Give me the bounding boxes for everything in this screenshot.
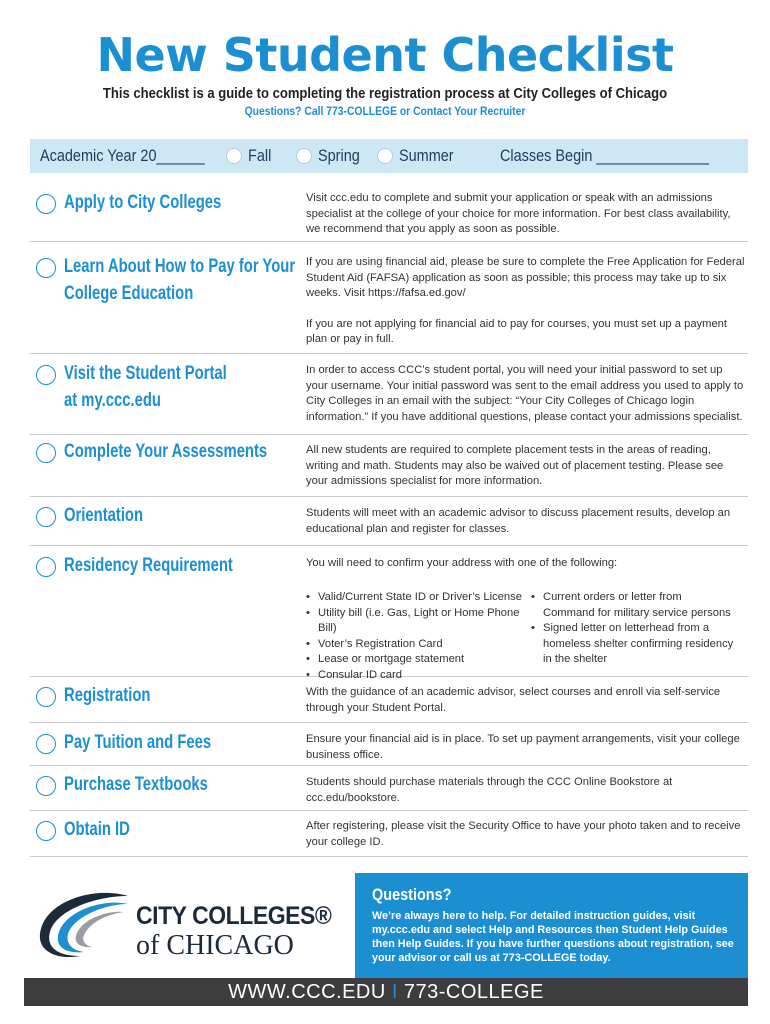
questions-box-heading: Questions? xyxy=(372,885,452,904)
checkbox-circle[interactable] xyxy=(36,687,56,707)
row-description: If you are using financial aid, please be sure to complete the Free Application for Federal Student Aid (FAFSA) application as soon as possible; this process may take up to six weeks. Visit https://fafsa.ed.gov/ If you are not applying for financial aid to pay for courses, you must set up a payment plan or pay in full. xyxy=(306,256,745,346)
swoosh-logo-icon xyxy=(36,890,136,962)
row-heading: Purchase Textbooks xyxy=(64,774,208,795)
footer-bar xyxy=(24,978,748,1006)
list-item: • Utility bill (i.e. Gas, Light or Home Phone Bill) xyxy=(306,606,536,637)
spring-radio[interactable] xyxy=(296,148,312,164)
page-subtitle: This checklist is a guide to completing the registration process at City Colleges of Chicago xyxy=(102,86,668,102)
checkbox-circle[interactable] xyxy=(36,258,56,278)
row-heading: Complete Your Assessments xyxy=(64,441,268,462)
checklist-row-pay-for-college xyxy=(30,242,748,354)
logo-text-line2: of CHICAGO xyxy=(136,930,294,961)
logo-text-line1: CITY COLLEGES® xyxy=(136,902,332,930)
checklist-row-textbooks xyxy=(30,766,748,811)
row-heading: Residency Requirement xyxy=(64,555,233,576)
checkbox-circle[interactable] xyxy=(36,821,56,841)
checkbox-circle[interactable] xyxy=(36,443,56,463)
row-description: Students should purchase materials through the CCC Online Bookstore at ccc.edu/bookstore. xyxy=(306,776,673,804)
list-item: • Signed letter on letterhead from a homeless shelter confirming residency in the shelter xyxy=(531,621,736,668)
list-item: • Voter’s Registration Card xyxy=(306,637,536,653)
checklist-row-tuition xyxy=(30,723,748,766)
phone-link[interactable]: 773-COLLEGE xyxy=(403,981,544,1003)
checkbox-circle[interactable] xyxy=(36,194,56,214)
row-heading: Apply to City Colleges xyxy=(64,192,222,213)
row-description: Students will meet with an academic advisor to discuss placement results, develop an educational plan and register for classes. xyxy=(306,507,731,535)
checklist-row-registration xyxy=(30,677,748,723)
academic-year-field[interactable]: Academic Year 20______ xyxy=(40,146,205,165)
classes-begin-field[interactable]: Classes Begin ______________ xyxy=(500,146,709,165)
checklist-row-assessments xyxy=(30,435,748,497)
row-heading: Pay Tuition and Fees xyxy=(64,732,212,753)
row-description: In order to access CCC’s student portal, you will need your initial password to set up your username. Your initial password was sent to the email address you used to apply to City Colleges in an email with the subject: “Your City Colleges of Chicago login information.” If you have additional questions, please contact your admissions specialist. xyxy=(306,364,744,423)
row-description: You will need to confirm your address with one of the following: xyxy=(306,557,618,569)
residency-list-right xyxy=(531,590,736,668)
fall-label: Fall xyxy=(248,146,272,165)
contact-line: Questions? Call 773-COLLEGE or Contact Your Recruiter xyxy=(244,106,526,118)
checklist-row-student-portal xyxy=(30,354,748,435)
row-heading: Visit the Student Portal at my.ccc.edu xyxy=(64,363,227,411)
checklist-row-obtain-id xyxy=(30,811,748,857)
checkbox-circle[interactable] xyxy=(36,557,56,577)
summer-label: Summer xyxy=(399,146,454,165)
residency-list-left xyxy=(306,590,536,684)
row-description: Ensure your financial aid is in place. To set up payment arrangements, visit your college business office. xyxy=(306,733,740,761)
footer-separator: I xyxy=(391,981,398,1003)
spring-label: Spring xyxy=(318,146,360,165)
checklist-row-apply xyxy=(30,178,748,242)
city-colleges-logo xyxy=(36,890,336,970)
row-description: With the guidance of an academic advisor, select courses and enroll via self-service through your Student Portal. xyxy=(306,686,721,714)
row-heading: Registration xyxy=(64,685,151,706)
list-item: • Valid/Current State ID or Driver’s License xyxy=(306,590,536,606)
website-link[interactable]: WWW.CCC.EDU xyxy=(228,981,386,1003)
checkbox-circle[interactable] xyxy=(36,776,56,796)
list-item: • Consular ID card xyxy=(306,668,536,684)
row-heading: Learn About How to Pay for Your College Education xyxy=(64,256,296,304)
page-title: New Student Checklist xyxy=(96,28,674,82)
summer-radio[interactable] xyxy=(377,148,393,164)
checkbox-circle[interactable] xyxy=(36,734,56,754)
questions-box-text: We’re always here to help. For detailed instruction guides, visit my.ccc.edu and select Help and Resources then Student Help Guides then Help Guides. If you have further questions about registration, see your advisor or call us at 773-COLLEGE today. xyxy=(372,910,734,964)
row-heading: Orientation xyxy=(64,505,144,526)
checklist-row-orientation xyxy=(30,497,748,546)
questions-box xyxy=(355,873,748,978)
list-item: • Current orders or letter from Command for military service persons xyxy=(531,590,736,621)
checklist-row-residency xyxy=(30,546,748,681)
list-item: • Lease or mortgage statement xyxy=(306,652,536,668)
row-heading: Obtain ID xyxy=(64,819,130,840)
checkbox-circle[interactable] xyxy=(36,507,56,527)
academic-year-bar xyxy=(30,139,748,173)
row-description: All new students are required to complete placement tests in the areas of reading, writing and math. Students may also be waived out of placement testing. Please see your admissions specialist for more information. xyxy=(306,444,724,488)
residency-documents-list xyxy=(306,590,746,681)
row-description: Visit ccc.edu to complete and submit your application or speak with an admissions specialist at the college of your choice for more information. For best class availability, we recommend that you apply as soon as possible. xyxy=(306,192,731,236)
fall-radio[interactable] xyxy=(226,148,242,164)
checkbox-circle[interactable] xyxy=(36,365,56,385)
row-description: After registering, please visit the Security Office to have your photo taken and to receive your college ID. xyxy=(306,820,741,848)
